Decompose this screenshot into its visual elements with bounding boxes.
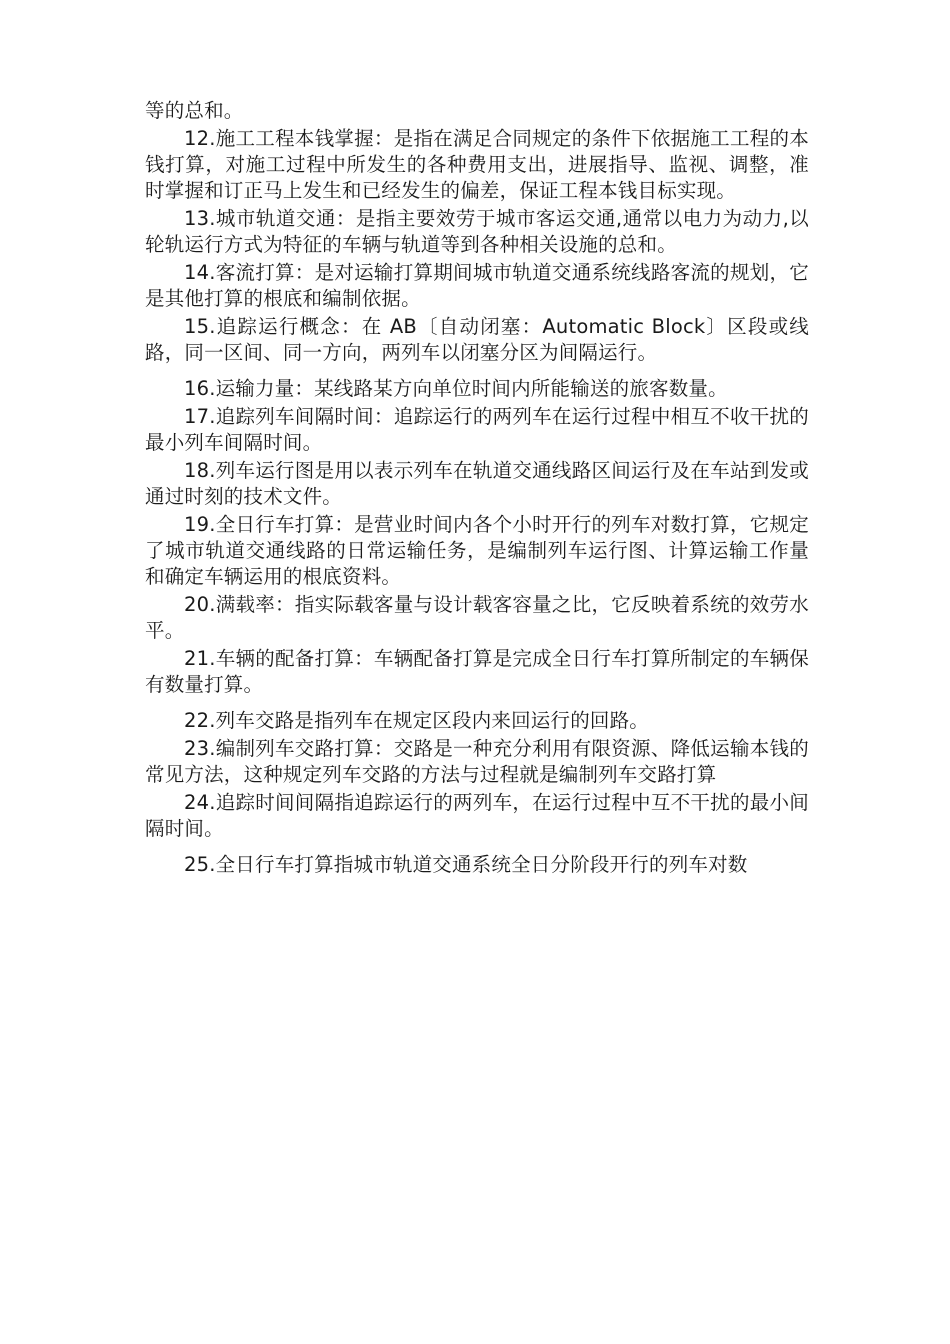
document-body <box>145 98 809 878</box>
paragraph-21: 21.车辆的配备打算：车辆配备打算是完成全日行车打算所制定的车辆保有数量打算。 <box>145 647 809 696</box>
paragraph-19: 19.全日行车打算：是营业时间内各个小时开行的列车对数打算，它规定了城市轨道交通线路的日常运输任务，是编制列车运行图、计算运输工作量和确定车辆运用的根底资料。 <box>145 513 809 588</box>
paragraph-12: 12.施工工程本钱掌握：是指在满足合同规定的条件下依据施工工程的本钱打算，对施工过程中所发生的各种费用支出，进展指导、监视、调整，准时掌握和订正马上发生和已经发生的偏差，保证工程本钱目标实现。 <box>145 127 809 202</box>
paragraph-24: 24.追踪时间间隔指追踪运行的两列车，在运行过程中互不干扰的最小间隔时间。 <box>145 791 809 840</box>
paragraph-17: 17.追踪列车间隔时间：追踪运行的两列车在运行过程中相互不收干扰的最小列车间隔时间。 <box>145 405 809 454</box>
paragraph-continuation: 等的总和。 <box>145 99 244 122</box>
paragraph-16: 16.运输力量：某线路某方向单位时间内所能输送的旅客数量。 <box>184 377 728 400</box>
paragraph-15: 15.追踪运行概念：在 AB〔自动闭塞：Automatic Block〕区段或线路，同一区间、同一方向，两列车以闭塞分区为间隔运行。 <box>145 315 809 364</box>
paragraph-22: 22.列车交路是指列车在规定区段内来回运行的回路。 <box>184 709 650 732</box>
paragraph-23: 23.编制列车交路打算：交路是一种充分利用有限资源、降低运输本钱的常见方法，这种规定列车交路的方法与过程就是编制列车交路打算 <box>145 737 809 786</box>
paragraph-18: 18.列车运行图是用以表示列车在轨道交通线路区间运行及在车站到发或通过时刻的技术文件。 <box>145 459 809 508</box>
paragraph-13: 13.城市轨道交通：是指主要效劳于城市客运交通,通常以电力为动力,以轮轨运行方式为特征的车辆与轨道等到各种相关设施的总和。 <box>145 207 809 256</box>
paragraph-20: 20.满载率：指实际载客量与设计载客容量之比，它反映着系统的效劳水平。 <box>145 593 809 642</box>
paragraph-25: 25.全日行车打算指城市轨道交通系统全日分阶段开行的列车对数 <box>184 853 748 876</box>
paragraph-14: 14.客流打算：是对运输打算期间城市轨道交通系统线路客流的规划，它是其他打算的根底和编制依据。 <box>145 261 809 310</box>
